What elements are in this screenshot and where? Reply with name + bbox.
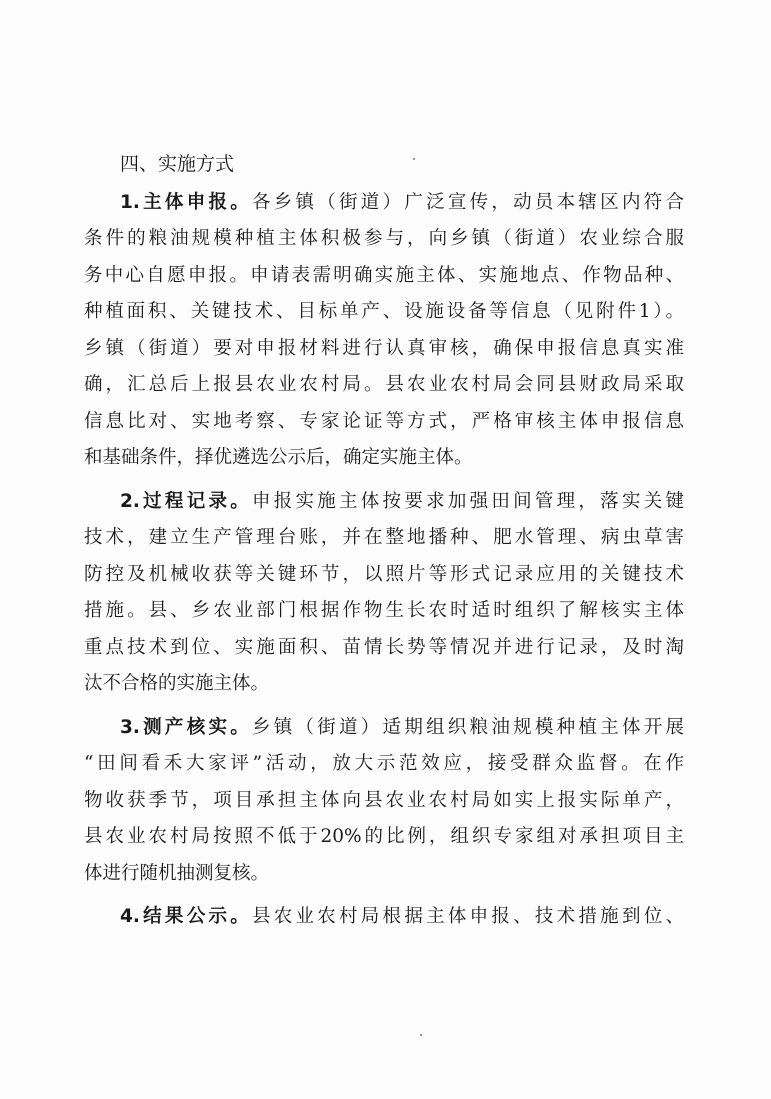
item-number: 2.: [120, 490, 140, 512]
paragraph-line: 和基础条件，择优遴选公示后，确定实施主体。: [84, 447, 473, 468]
scan-speck: [420, 1034, 422, 1036]
paragraph-line: 措施。县、乡农业部门根据作物生长农时适时组织了解核实主体: [84, 600, 684, 621]
paragraph-line: 防控及机械收获等关键环节，以照片等形式记录应用的关键技术: [84, 563, 684, 585]
section-heading: 四、实施方式: [120, 153, 235, 175]
paragraph-text: 申报实施主体按要求加强田间管理，落实关键: [251, 490, 684, 512]
paragraph-line: 体进行随机抽测复核。: [84, 862, 270, 884]
paragraph-line: 汰不合格的实施主体。: [84, 673, 270, 694]
paragraph-yield-verification: [84, 710, 684, 893]
item-title: 主体申报。: [139, 191, 252, 213]
paragraph-line: “田间看禾大家评”活动，放大示范效应，接受群众监督。在作: [84, 753, 684, 774]
paragraph-line: 信息比对、实地考察、专家论证等方式，严格审核主体申报信息: [84, 410, 684, 432]
item-number: 3.: [120, 716, 140, 738]
item-title: 测产核实。: [139, 716, 252, 738]
paragraph-text: 乡镇（街道）适期组织粮油规模种植主体开展: [251, 716, 684, 738]
paragraph-first-line: [84, 899, 684, 936]
item-title: 过程记录。: [139, 490, 252, 512]
paragraph-line: 技术，建立生产管理台账，并在整地播种、肥水管理、病虫草害: [84, 527, 684, 548]
paragraph-line: 物收获季节，项目承担主体向县农业农村局如实上报实际单产，: [84, 789, 684, 811]
paragraph-line: 务中心自愿申报。申请表需明确实施主体、实施地点、作物品种、: [84, 264, 684, 286]
paragraph-line: 条件的粮油规模种植主体积极参与，向乡镇（街道）农业综合服: [84, 228, 684, 249]
item-number: 4.: [120, 906, 140, 927]
paragraph-result-publicity: [84, 899, 684, 936]
paragraph-line: 确，汇总后上报县农业农村局。县农业农村局会同县财政局采取: [84, 374, 684, 395]
paragraph-line: 乡镇（街道）要对申报材料进行认真审核，确保申报信息真实准: [84, 337, 684, 359]
scan-speck: [413, 158, 415, 160]
paragraph-first-line: [84, 185, 684, 222]
paragraph-first-line: [84, 484, 684, 521]
paragraph-main-declaration: [84, 185, 684, 477]
paragraph-text: 县农业农村局根据主体申报、技术措施到位、: [251, 906, 684, 927]
paragraph-line: 种植面积、关键技术、目标单产、设施设备等信息（见附件1）。: [84, 301, 684, 322]
item-number: 1.: [120, 191, 140, 213]
paragraph-process-record: [84, 484, 684, 703]
document-body: [84, 146, 684, 936]
paragraph-line: 县农业农村局按照不低于20%的比例，组织专家组对承担项目主: [84, 826, 684, 847]
paragraph-line: 重点技术到位、实施面积、苗情长势等情况并进行记录，及时淘: [84, 636, 684, 658]
paragraph-text: 各乡镇（街道）广泛宣传，动员本辖区内符合: [251, 191, 684, 213]
paragraph-first-line: [84, 710, 684, 747]
item-title: 结果公示。: [139, 906, 252, 927]
